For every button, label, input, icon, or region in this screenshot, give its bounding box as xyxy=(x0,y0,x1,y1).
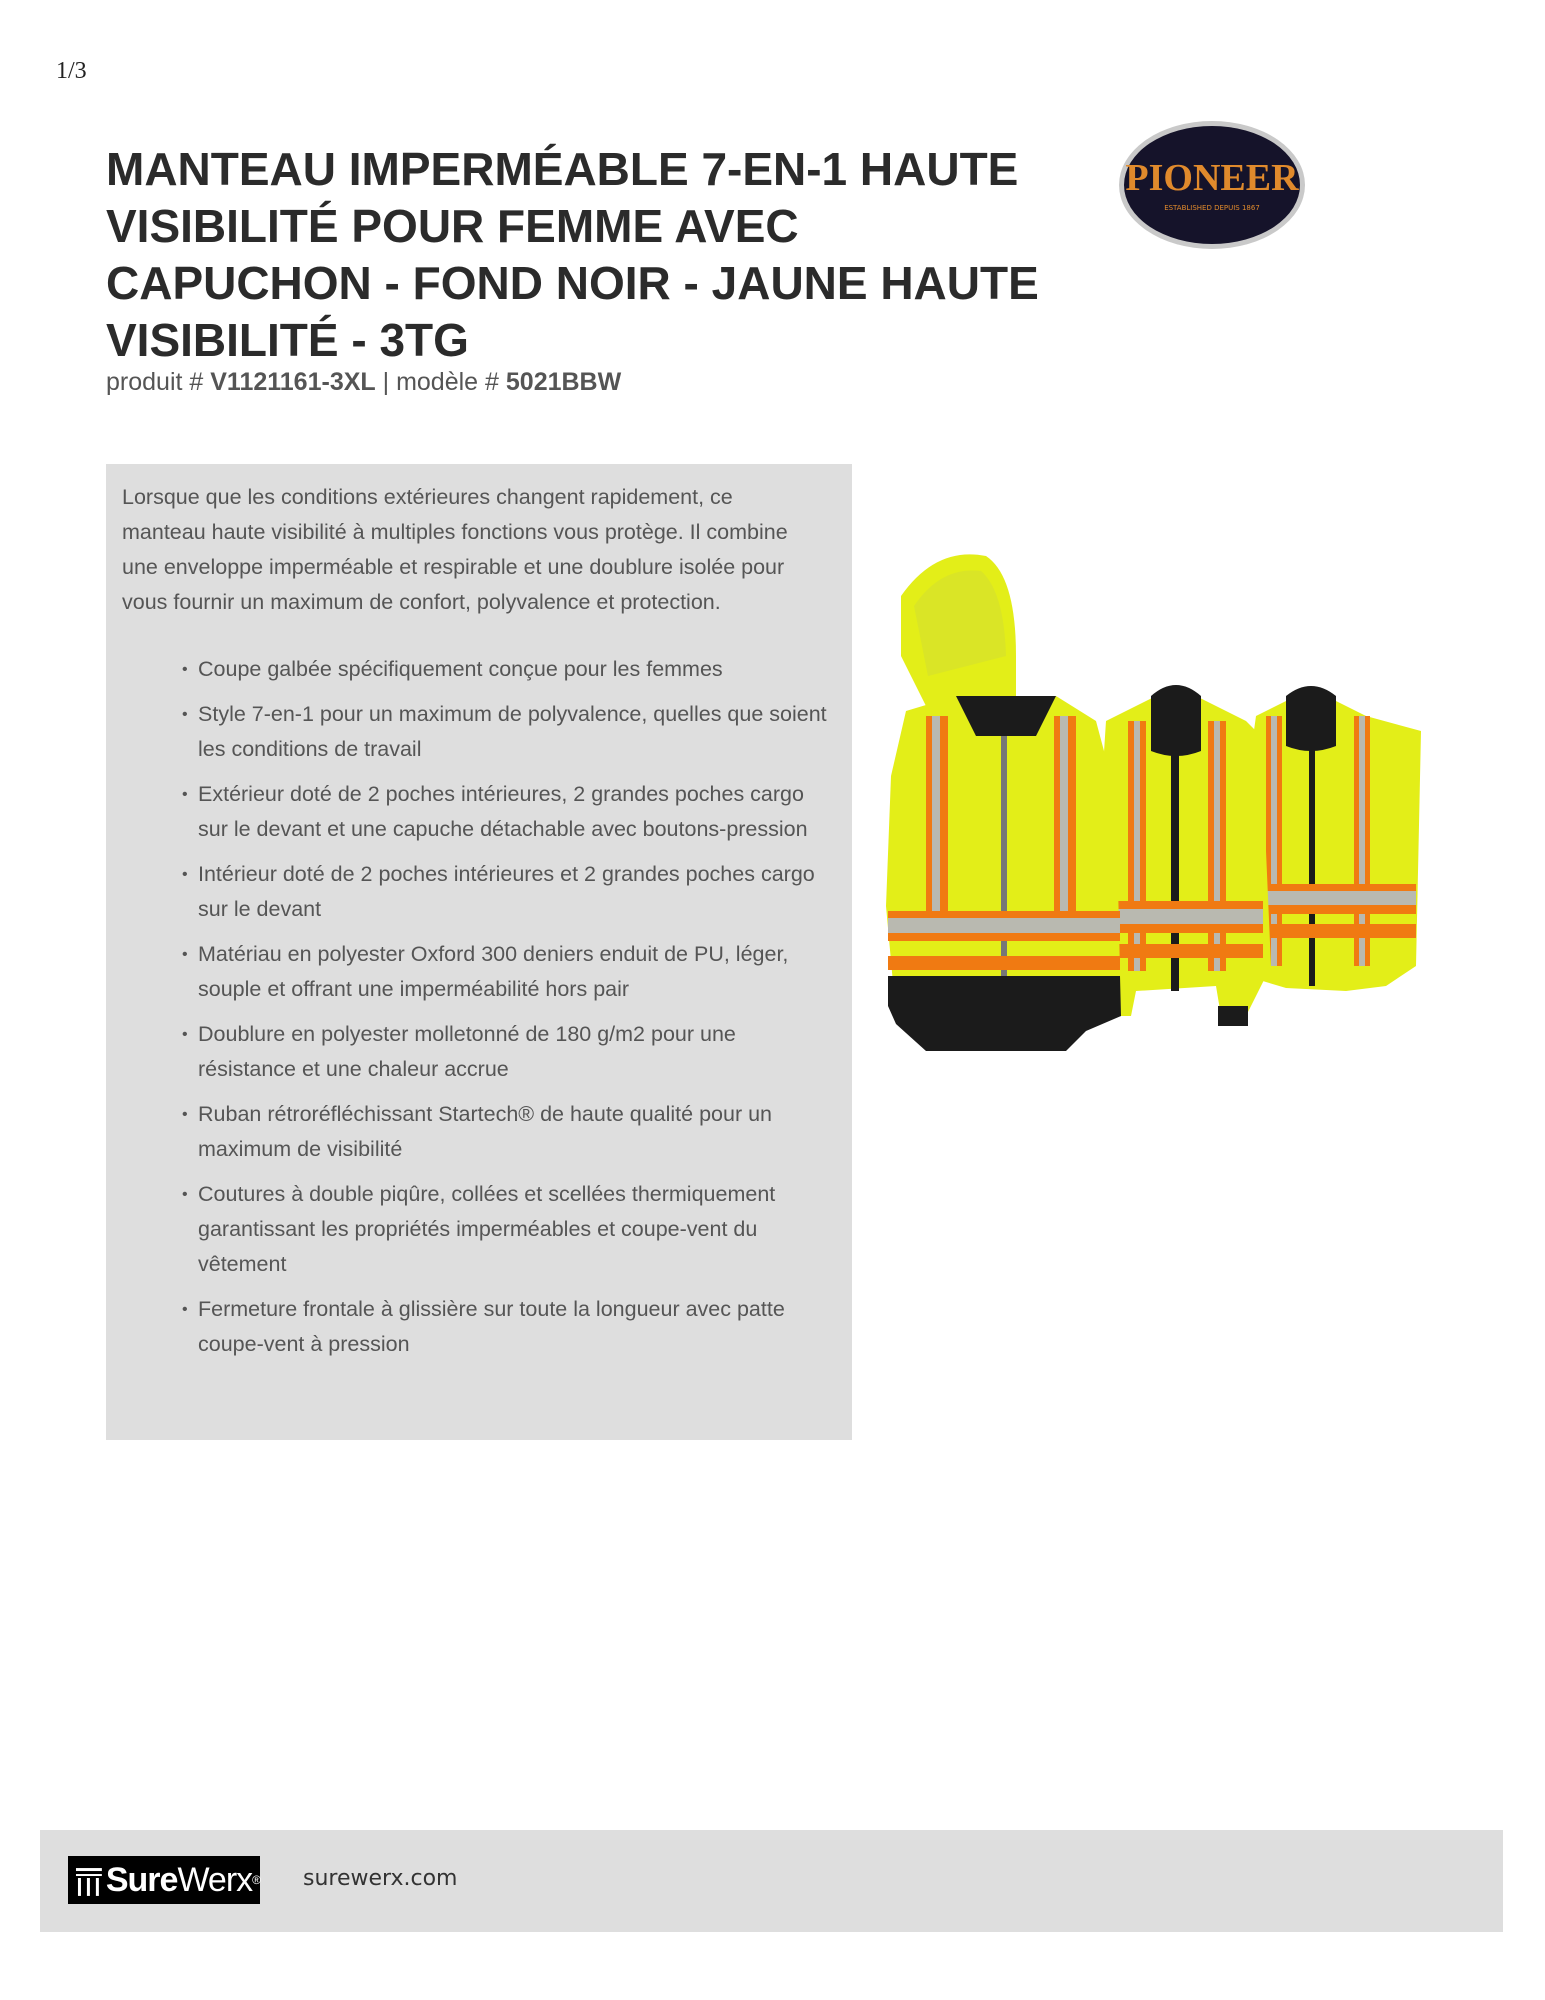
footer-bar xyxy=(40,1830,1503,1932)
description-panel xyxy=(106,464,852,1440)
page-number: 1/3 xyxy=(56,58,87,84)
product-number: V1121161-3XL xyxy=(210,368,376,396)
feature-item: • Doublure en polyester molletonné de 180 g/m2 pour une résistance et une chaleur accrue xyxy=(182,1017,838,1087)
logo-tagline: ESTABLISHED DEPUIS 1867 xyxy=(1164,204,1260,212)
feature-list xyxy=(122,652,836,1362)
model-number: 5021BBW xyxy=(505,368,622,396)
footer-url[interactable]: surewerx.com xyxy=(303,1866,458,1891)
hi-vis-jacket-image xyxy=(866,546,1426,1066)
page-title: MANTEAU IMPERMÉABLE 7-EN-1 HAUTE VISIBILITÉ POUR FEMME AVEC CAPUCHON - FOND NOIR - JAUNE HAUTE VISIBILITÉ - 3TG xyxy=(106,143,1039,366)
product-identifiers xyxy=(106,368,621,397)
surewerx-logo xyxy=(68,1856,260,1904)
feature-item: • Ruban rétroréfléchissant Startech® de haute qualité pour un maximum de visibilité xyxy=(182,1097,838,1167)
feature-item: • Matériau en polyester Oxford 300 deniers enduit de PU, léger, souple et offrant une imperméabilité hors pair xyxy=(182,937,838,1007)
pioneer-logo xyxy=(1117,118,1307,252)
surewerx-wordmark: SureWerx® xyxy=(105,1861,260,1899)
feature-item: • Fermeture frontale à glissière sur toute la longueur avec patte coupe-vent à pression xyxy=(182,1292,838,1362)
feature-item: • Extérieur doté de 2 poches intérieures, 2 grandes poches cargo sur le devant et une capuche détachable avec boutons-pression xyxy=(182,777,838,847)
feature-item: • Coupe galbée spécifiquement conçue pour les femmes xyxy=(182,652,838,687)
separator: | xyxy=(382,368,390,396)
logo-wordmark: PIONEER xyxy=(1125,157,1299,199)
model-label: modèle # xyxy=(396,368,499,396)
feature-item: • Coutures à double piqûre, collées et scellées thermiquement garantissant les propriétés imperméables et coupe-vent du vêtement xyxy=(182,1177,838,1282)
product-label: produit # xyxy=(106,368,204,396)
description-intro: Lorsque que les conditions extérieures changent rapidement, ce manteau haute visibilité à multiples fonctions vous protège. Il combine une enveloppe imperméable et respirable et une doublure isolée pour vous fournir un maximum de confort, polyvalence et protection. xyxy=(122,485,788,614)
feature-item: • Intérieur doté de 2 poches intérieures et 2 grandes poches cargo sur le devant xyxy=(182,857,838,927)
outer-parka-garment xyxy=(886,554,1121,1051)
feature-item: • Style 7-en-1 pour un maximum de polyvalence, quelles que soient les conditions de travail xyxy=(182,697,838,767)
surewerx-mark-icon xyxy=(72,1860,106,1900)
